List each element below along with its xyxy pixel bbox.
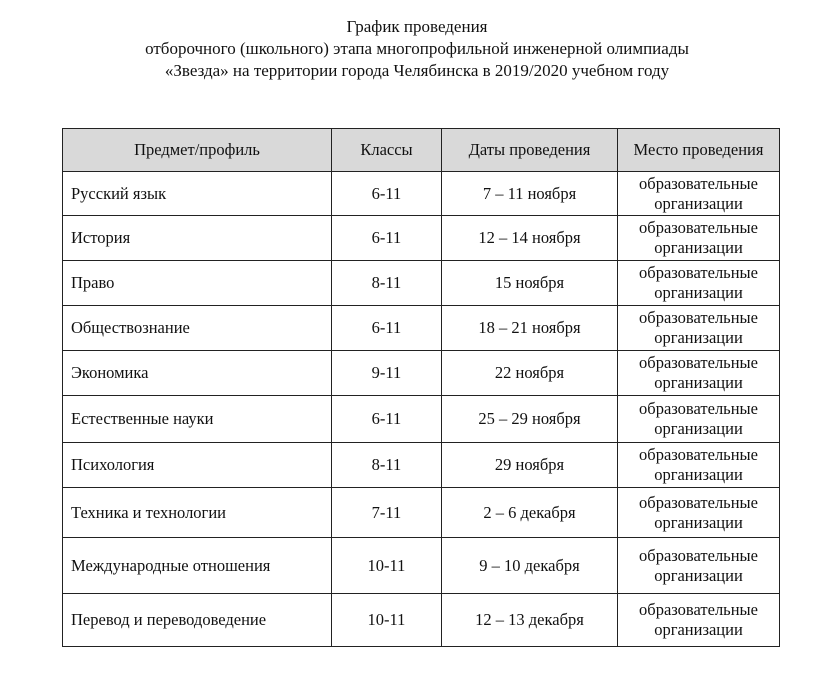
place-line-2: организации: [654, 373, 743, 392]
place-line-2: организации: [654, 620, 743, 639]
cell-dates: 7 – 11 ноября: [442, 172, 618, 216]
cell-subject: Международные отношения: [63, 538, 332, 594]
cell-subject: Русский язык: [63, 172, 332, 216]
schedule-table: [62, 128, 780, 647]
cell-place: [618, 261, 780, 306]
header-subject: Предмет/профиль: [63, 129, 332, 172]
cell-grades: 10-11: [332, 594, 442, 647]
cell-grades: 6-11: [332, 306, 442, 351]
cell-dates: 12 – 13 декабря: [442, 594, 618, 647]
place-line-2: организации: [654, 283, 743, 302]
title-line-1: График проведения: [346, 17, 488, 36]
place-line-2: организации: [654, 419, 743, 438]
cell-grades: 6-11: [332, 396, 442, 443]
cell-place: [618, 594, 780, 647]
table-row: [63, 306, 780, 351]
table-row: [63, 594, 780, 647]
cell-dates: 29 ноября: [442, 443, 618, 488]
place-line-1: образовательные: [639, 353, 758, 372]
cell-grades: 6-11: [332, 216, 442, 261]
cell-dates: 18 – 21 ноября: [442, 306, 618, 351]
place-line-2: организации: [654, 512, 743, 532]
cell-dates: 12 – 14 ноября: [442, 216, 618, 261]
cell-subject: Естественные науки: [63, 396, 332, 443]
cell-dates: 22 ноября: [442, 351, 618, 396]
cell-grades: 10-11: [332, 538, 442, 594]
cell-dates: 9 – 10 декабря: [442, 538, 618, 594]
cell-place: [618, 396, 780, 443]
place-line-2: организации: [654, 565, 743, 585]
cell-dates: 25 – 29 ноября: [442, 396, 618, 443]
table-row: [63, 396, 780, 443]
cell-subject: Обществознание: [63, 306, 332, 351]
place-line-1: образовательные: [639, 308, 758, 327]
place-line-1: образовательные: [639, 492, 758, 512]
place-line-2: организации: [654, 465, 743, 484]
place-line-1: образовательные: [639, 399, 758, 418]
cell-place: [618, 351, 780, 396]
cell-subject: История: [63, 216, 332, 261]
table-header-row: [63, 129, 780, 172]
header-dates: Даты проведения: [442, 129, 618, 172]
place-line-1: образовательные: [639, 545, 758, 565]
cell-subject: Техника и технологии: [63, 488, 332, 538]
title-line-3: «Звезда» на территории города Челябинска в 2019/2020 учебном году: [164, 61, 670, 80]
place-line-2: организации: [654, 238, 743, 257]
cell-place: [618, 172, 780, 216]
place-line-1: образовательные: [639, 600, 758, 619]
table-row: [63, 488, 780, 538]
table-row: [63, 538, 780, 594]
cell-subject: Экономика: [63, 351, 332, 396]
table-row: [63, 443, 780, 488]
cell-dates: 2 – 6 декабря: [442, 488, 618, 538]
title-line-2: отборочного (школьного) этапа многопрофильной инженерной олимпиады: [145, 39, 689, 58]
place-line-2: организации: [654, 193, 743, 213]
table-row: [63, 172, 780, 216]
header-place: Место проведения: [618, 129, 780, 172]
cell-place: [618, 488, 780, 538]
cell-grades: 9-11: [332, 351, 442, 396]
place-line-1: образовательные: [639, 218, 758, 237]
cell-place: [618, 538, 780, 594]
table-row: [63, 351, 780, 396]
cell-grades: 7-11: [332, 488, 442, 538]
header-grades: Классы: [332, 129, 442, 172]
table-row: [63, 216, 780, 261]
place-line-1: образовательные: [639, 445, 758, 464]
cell-grades: 8-11: [332, 443, 442, 488]
cell-subject: Психология: [63, 443, 332, 488]
cell-place: [618, 443, 780, 488]
table-row: [63, 261, 780, 306]
cell-place: [618, 216, 780, 261]
cell-grades: 8-11: [332, 261, 442, 306]
cell-subject: Право: [63, 261, 332, 306]
cell-dates: 15 ноября: [442, 261, 618, 306]
place-line-2: организации: [654, 328, 743, 347]
document-title: [0, 16, 834, 82]
place-line-1: образовательные: [639, 263, 758, 282]
cell-place: [618, 306, 780, 351]
place-line-1: образовательные: [639, 173, 758, 193]
cell-grades: 6-11: [332, 172, 442, 216]
cell-subject: Перевод и переводоведение: [63, 594, 332, 647]
